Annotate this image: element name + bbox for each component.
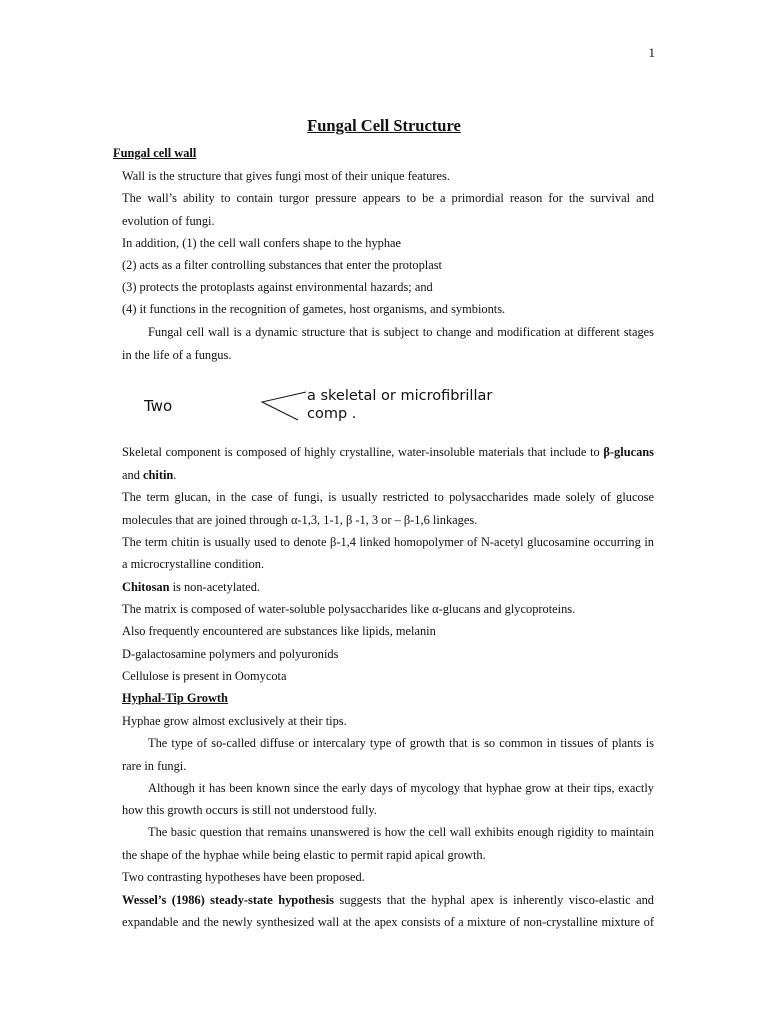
paragraph-line: Although it has been known since the early days of mycology that hyphae grow at their tips, exactly: [148, 781, 654, 795]
text-span: and: [122, 468, 143, 482]
paragraph-line: The wall’s ability to contain turgor pressure appears to be a primordial reason for the survival and: [122, 191, 654, 205]
paragraph-line: rare in fungi.: [122, 759, 187, 773]
wall-components-diagram: [0, 380, 768, 430]
diagram-left-label: Two: [144, 397, 173, 415]
paragraph-line: Fungal cell wall is a dynamic structure that is subject to change and modification at different stages: [148, 325, 654, 339]
paragraph-line: (4) it functions in the recognition of gametes, host organisms, and symbionts.: [122, 302, 506, 316]
paragraph-line: Hyphae grow almost exclusively at their tips.: [122, 714, 347, 728]
paragraph-line: Also frequently encountered are substances like lipids, melanin: [122, 624, 436, 638]
diagram-branch-label: a skeletal or microfibrillar comp .: [307, 388, 493, 422]
paragraph-line: The type of so-called diffuse or intercalary type of growth that is so common in tissues of plants is: [148, 736, 654, 750]
bold-term: Chitosan: [122, 580, 170, 594]
text-span: Skeletal component is composed of highly crystalline, water-insoluble materials that include to: [122, 445, 604, 459]
paragraph-line: [122, 445, 654, 460]
section-heading-hyphal-tip: Hyphal-Tip Growth: [122, 691, 228, 705]
paragraph-line: [122, 580, 654, 595]
paragraph-line: (3) protects the protoplasts against environmental hazards; and: [122, 280, 433, 294]
branch-arrow-icon: [258, 390, 310, 424]
paragraph-line: Wall is the structure that gives fungi most of their unique features.: [122, 169, 450, 183]
bold-term: Wessel’s (1986) steady-state hypothesis: [122, 893, 334, 907]
paragraph-line: D-galactosamine polymers and polyuronids: [122, 647, 339, 661]
paragraph-line: The term chitin is usually used to denote β-1,4 linked homopolymer of N-acetyl glucosamine occurring in: [122, 535, 654, 549]
paragraph-line: The basic question that remains unanswered is how the cell wall exhibits enough rigidity to maintain: [148, 825, 654, 839]
section-heading-cell-wall: Fungal cell wall: [113, 146, 197, 160]
paragraph-line: a microcrystalline condition.: [122, 557, 265, 571]
page-number: 1: [648, 45, 655, 60]
paragraph-line: the shape of the hyphae while being elastic to permit rapid apical growth.: [122, 848, 486, 862]
paragraph-line: The matrix is composed of water-soluble polysaccharides like α-glucans and glycoproteins.: [122, 602, 576, 616]
paragraph-line: In addition, (1) the cell wall confers shape to the hyphae: [122, 236, 402, 250]
text-span: is non-acetylated.: [169, 580, 261, 594]
paragraph-line: molecules that are joined through α-1,3, 1-1, β -1, 3 or – β-1,6 linkages.: [122, 513, 478, 527]
paragraph-line: [122, 468, 654, 483]
bold-term: β-glucans: [603, 445, 654, 459]
page-title: Fungal Cell Structure: [307, 116, 461, 135]
paragraph-line: evolution of fungi.: [122, 214, 215, 228]
text-span: suggests that the hyphal apex is inherently visco-elastic and: [334, 893, 654, 907]
paragraph-line: [122, 893, 654, 908]
paragraph-line: Cellulose is present in Oomycota: [122, 669, 287, 683]
paragraph-line: Two contrasting hypotheses have been proposed.: [122, 870, 365, 884]
text-span: .: [173, 468, 177, 482]
bold-term: chitin: [143, 468, 174, 482]
paragraph-line: The term glucan, in the case of fungi, is usually restricted to polysaccharides made solely of glucose: [122, 490, 654, 504]
paragraph-line: how this growth occurs is still not understood fully.: [122, 803, 377, 817]
paragraph-line: expandable and the newly synthesized wall at the apex consists of a mixture of non-crystalline mixture of: [122, 915, 654, 929]
paragraph-line: in the life of a fungus.: [122, 348, 232, 362]
paragraph-line: (2) acts as a filter controlling substances that enter the protoplast: [122, 258, 442, 272]
